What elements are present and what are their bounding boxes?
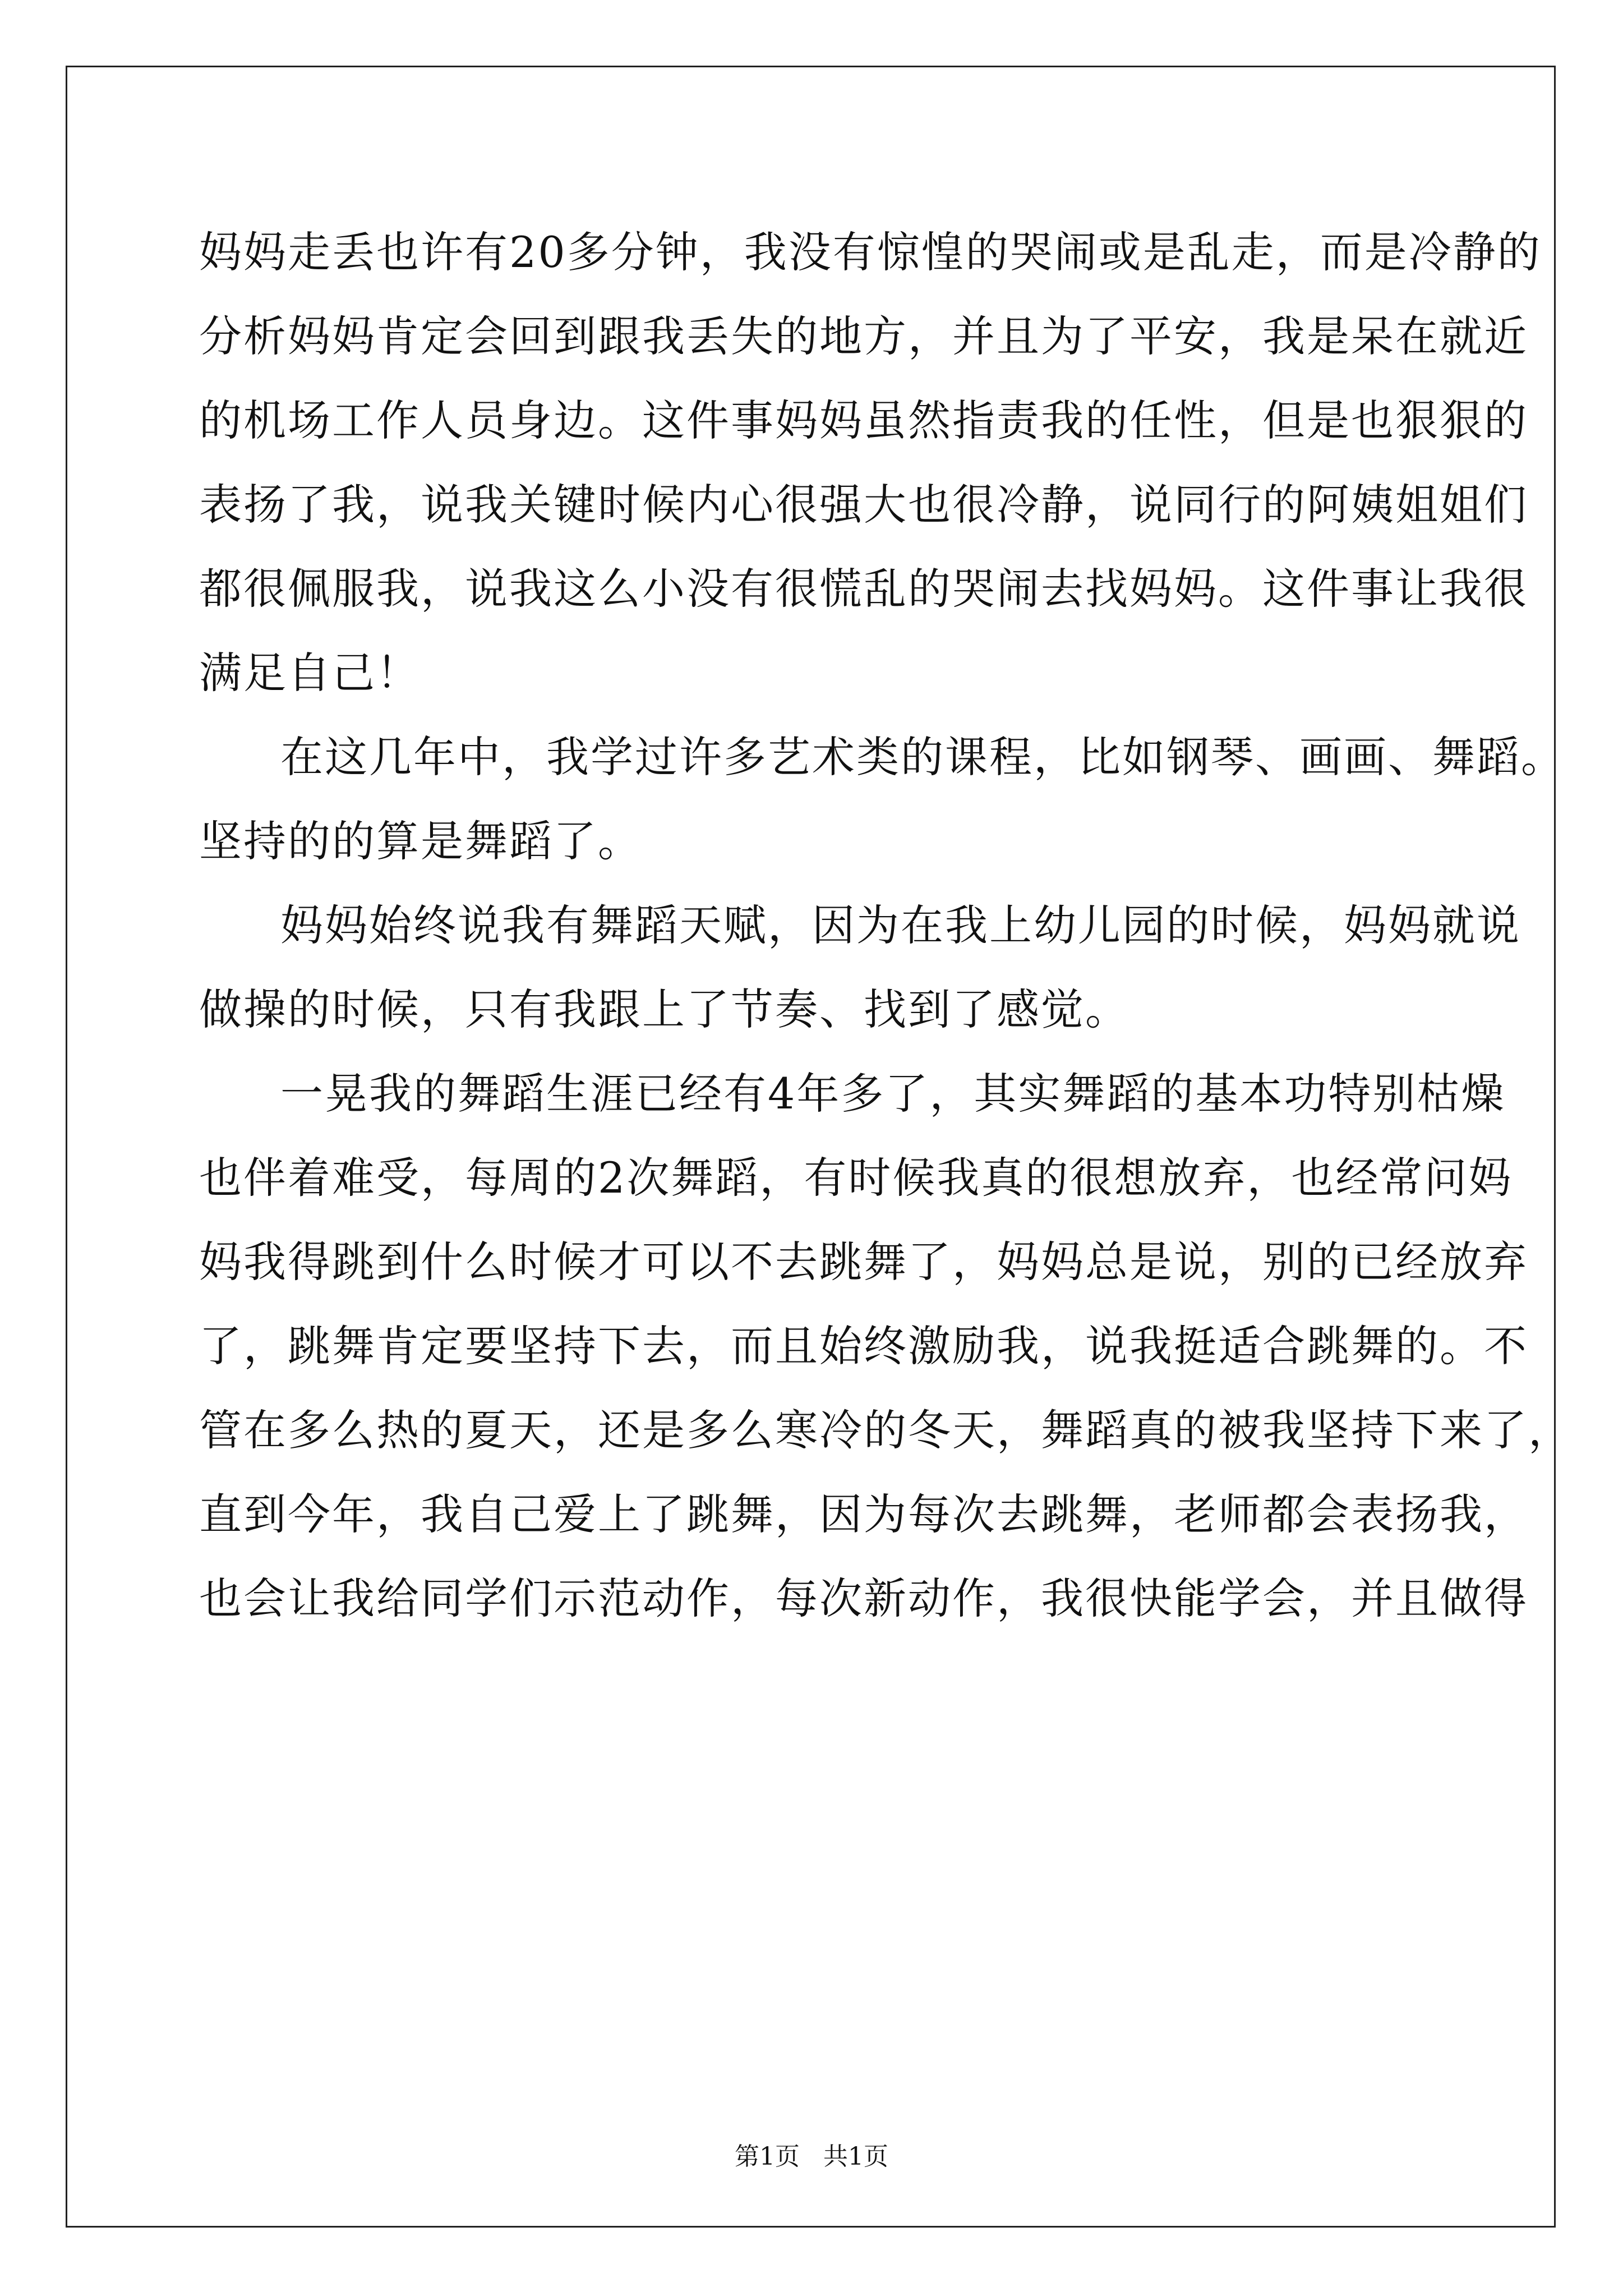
- paragraph-first-line: 一晃我的舞蹈生涯已经有4年多了，其实舞蹈的基本功特别枯燥: [280, 1069, 1506, 1119]
- paragraph-line: 的机场工作人员身边。这件事妈妈虽然指责我的任性，但是也狠狠的: [199, 395, 1528, 445]
- paragraph-line: 妈妈走丢也许有20多分钟，我没有惊惶的哭闹或是乱走，而是冷静的: [199, 227, 1542, 277]
- paragraph-first-line: 妈妈始终说我有舞蹈天赋，因为在我上幼儿园的时候，妈妈就说: [280, 900, 1521, 950]
- paragraph-line: 妈我得跳到什么时候才可以不去跳舞了，妈妈总是说，别的已经放弃: [199, 1237, 1528, 1287]
- paragraph-line: 满足自己！: [199, 648, 421, 698]
- paragraph-line: 分析妈妈肯定会回到跟我丢失的地方，并且为了平安，我是呆在就近: [199, 311, 1528, 361]
- paragraph-line: 表扬了我，说我关键时候内心很强大也很冷静，说同行的阿姨姐姐们: [199, 480, 1528, 530]
- page-border: [66, 66, 1556, 2228]
- paragraph-line: 做操的时候，只有我跟上了节奏、找到了感觉。: [199, 984, 1129, 1034]
- paragraph-line: 管在多么热的夏天，还是多么寒冷的冬天，舞蹈真的被我坚持下来了，: [199, 1405, 1573, 1455]
- paragraph-line: 坚持的的算是舞蹈了。: [199, 816, 642, 866]
- paragraph-line: 也会让我给同学们示范动作，每次新动作，我很快能学会，并且做得: [199, 1573, 1528, 1623]
- paragraph-line: 都很佩服我，说我这么小没有很慌乱的哭闹去找妈妈。这件事让我很: [199, 564, 1528, 614]
- paragraph-line: 了，跳舞肯定要坚持下去，而且始终激励我，说我挺适合跳舞的。不: [199, 1321, 1528, 1371]
- page-number-footer: 第1页 共1页: [735, 2142, 888, 2171]
- paragraph-line: 也伴着难受，每周的2次舞蹈，有时候我真的很想放弃，也经常问妈: [199, 1153, 1513, 1203]
- paragraph-line: 直到今年，我自己爱上了跳舞，因为每次去跳舞，老师都会表扬我，: [199, 1489, 1528, 1539]
- paragraph-first-line: 在这几年中，我学过许多艺术类的课程，比如钢琴、画画、舞蹈。: [280, 732, 1565, 782]
